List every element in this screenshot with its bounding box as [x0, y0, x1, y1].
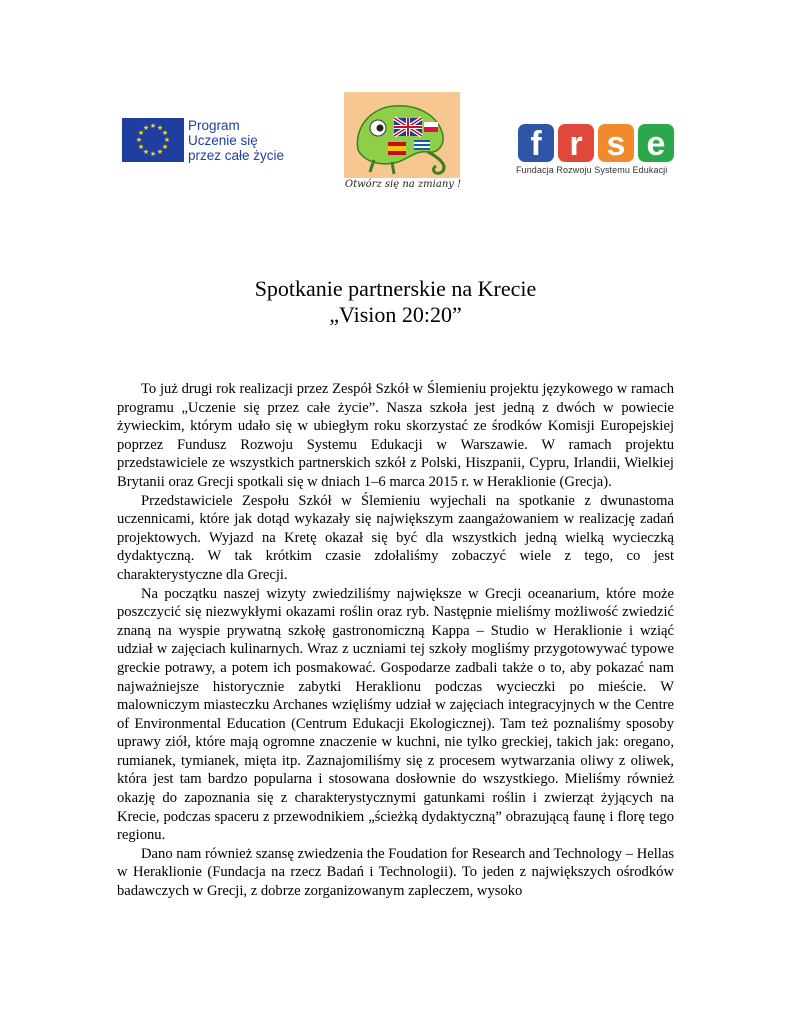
svg-text:★: ★ [142, 124, 150, 132]
svg-text:★: ★ [149, 122, 157, 130]
eu-program-logo [122, 118, 302, 166]
eu-program-name [188, 118, 308, 163]
title-line2: „Vision 20:20” [329, 302, 462, 327]
svg-text:★: ★ [142, 148, 150, 156]
svg-text:★: ★ [149, 150, 157, 158]
eu-program-line3: przez całe życie [188, 148, 285, 163]
eu-program-line2: Uczenie się [188, 133, 258, 148]
paragraph: To już drugi rok realizacji przez Zespół Szkół w Ślemieniu projektu językowego w ramach programu „Uczenie się przez całe życie”. Nasza szkoła jest jedną z dwóch w powiecie żywieckim, którym udało się w ubiegłym roku skorzystać ze środków Komisji Europejskiej poprzez Fundusz Rozwoju Systemu Edukacji w Warszawie. W ramach projektu przedstawiciele ze wszystkich partnerskich szkół z Polski, Hiszpanii, Cypru, Irlandii, Wielkiej Brytanii oraz Grecji spotkali się w dniach 1–6 marca 2015 r. w Heraklionie (Grecja). [117, 381, 674, 490]
svg-text:★: ★ [156, 124, 164, 132]
chameleon-illustration [344, 92, 460, 178]
title-line1: Spotkanie partnerskie na Krecie [254, 276, 537, 301]
paragraph: Przedstawiciele Zespołu Szkół w Ślemieniu wyjechali na spotkanie z dwunastoma uczennicami, które jak dotąd wykazały się największym zaangażowaniem w realizację zadań projektowych. Wyjazd na Kretę okazał się być dla wszystkich jedną wielką wycieczką dydaktyczną. W tak krótkim czasie zdołaliśmy zobaczyć wiele z tego, co jest charakterystyczne dla Grecji. [117, 492, 674, 583]
frse-letter-f: f [530, 125, 542, 163]
frse-subtitle: Fundacja Rozwoju Systemu Edukacji [516, 165, 668, 175]
svg-text:★: ★ [137, 143, 145, 151]
eu-stars-icon [122, 118, 184, 162]
paragraph: Na początku naszej wizyty zwiedziliśmy największe w Grecji oceanarium, które może poszczycić się niezwykłymi okazami roślin oraz ryb. Następnie mieliśmy możliwość zwiedzić znaną na wyspie prywatną szkołę gastronomiczną Kappa – Studio w Heraklionie i wziąć udział w zajęciach kulinarnych. Wraz z uczniami tej szkoły mogliśmy przygotowywać typowe greckie potrawy, a potem ich posmakować. Gospodarze zadbali także o to, aby pokazać nam najważniejsze historycznie zabytki Heraklionu podczas wycieczki po mieście. W malowniczym miasteczku Archanes wzięliśmy udział w zajęciach integracyjnych w the Centre of Environmental Education (Centrum Edukacji Ekologicznej). Tam też poznaliśmy sposoby uprawy ziół, które mają ogromne znaczenie w kuchni, nie tylko greckiej, takich jak: oregano, rumianek, tymianek, mięta itp. Zaznajomiliśmy się z procesem wytwarzania oliwy z oliwek, która jest tam bardzo popularna i stosowana dosłownie do wszystkiego. Mieliśmy również okazję do zapoznania się z charakterystycznymi gatunkami roślin i zwierząt żyjących na Krecie, podczas spaceru z przewodnikiem „ścieżką dydaktyczną” obrazującą faunę i florę tego regionu. [117, 585, 674, 844]
eu-flag-icon [122, 118, 184, 162]
document-title [0, 276, 791, 328]
svg-text:★: ★ [161, 129, 169, 137]
document-body [117, 380, 674, 901]
svg-text:★: ★ [135, 136, 143, 144]
frse-letters-icon [516, 122, 676, 164]
svg-text:★: ★ [161, 143, 169, 151]
chameleon-icon [344, 92, 460, 178]
chameleon-caption: Otwórz się na zmiany ! [344, 179, 462, 190]
svg-text:★: ★ [137, 129, 145, 137]
paragraph: Dano nam również szansę zwiedzenia the Foudation for Research and Technology – Hellas w Heraklionie (Fundacja na rzecz Badań i Technologii). To jeden z największych ośrodków badawczych w Grecji, z dobrze zorganizowanym zapleczem, wysoko [117, 845, 674, 900]
frse-logo [516, 122, 680, 182]
svg-text:★: ★ [163, 136, 171, 144]
eu-program-line1: Program [188, 118, 240, 133]
frse-letter-s: s [606, 125, 626, 163]
frse-letter-e: e [646, 125, 666, 163]
frse-letter-r: r [569, 125, 583, 163]
chameleon-logo [344, 92, 462, 200]
svg-text:★: ★ [156, 148, 164, 156]
